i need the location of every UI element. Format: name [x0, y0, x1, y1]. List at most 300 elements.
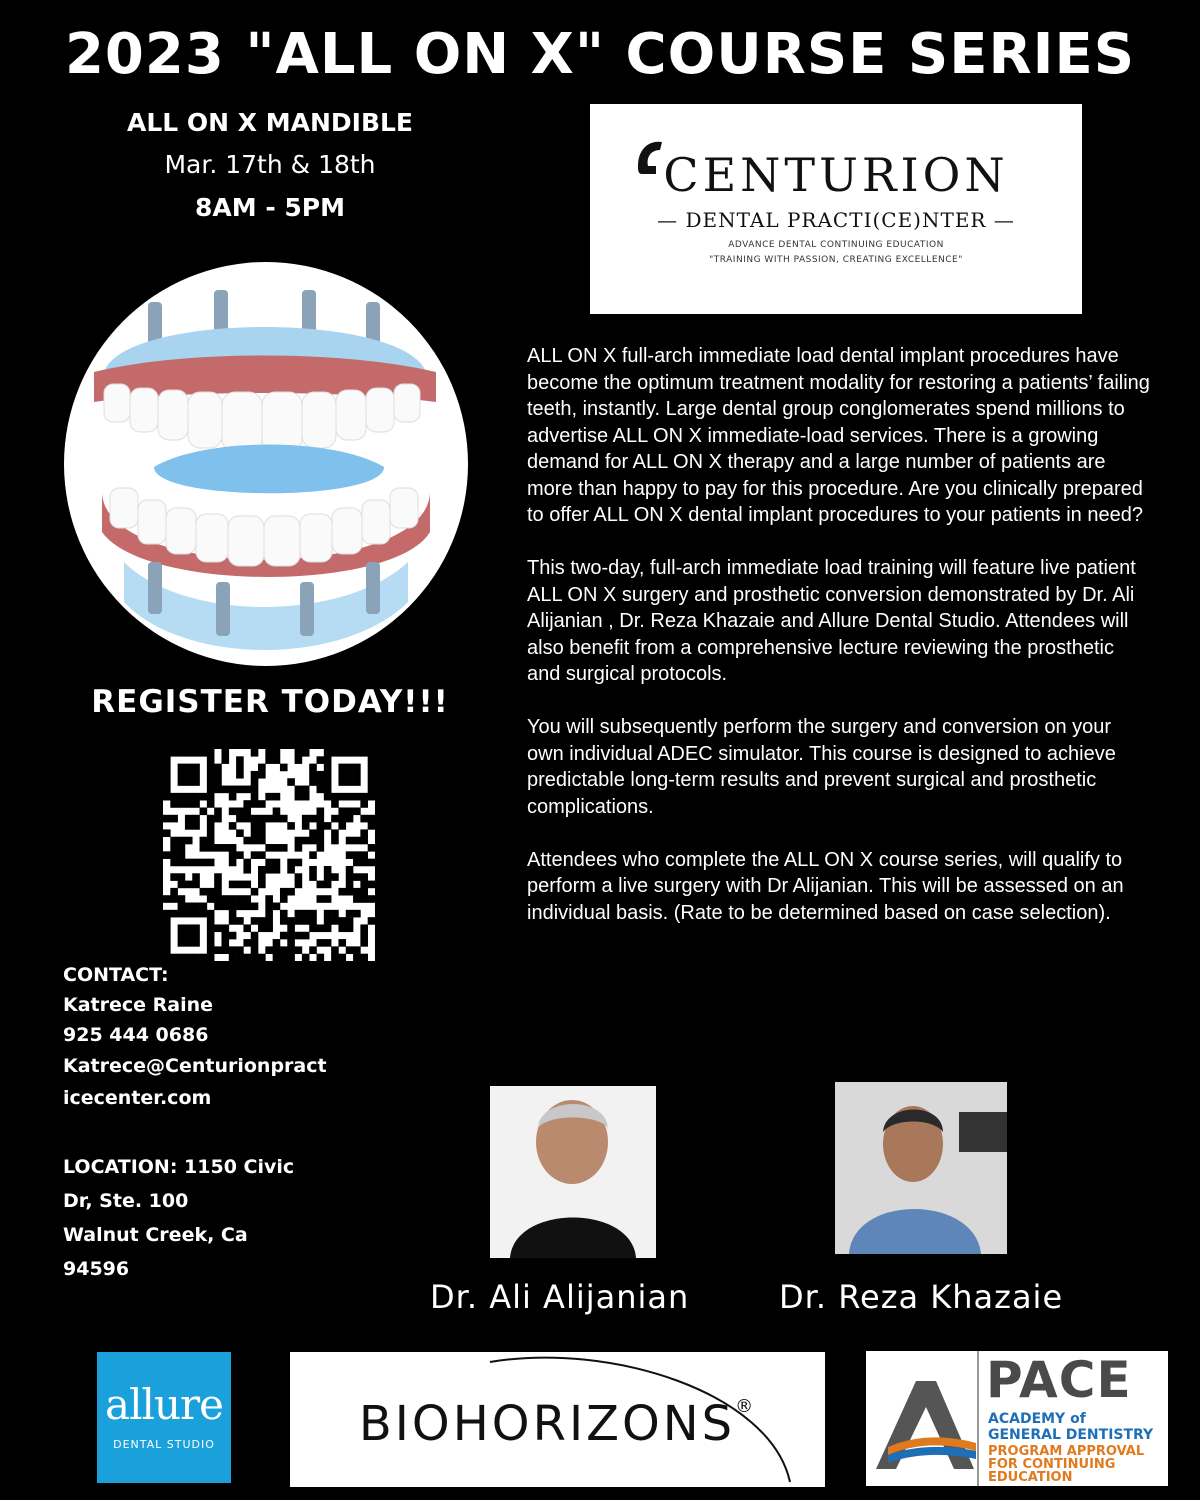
qr-module	[368, 859, 375, 867]
qr-module	[192, 903, 200, 911]
qr-module	[207, 793, 215, 801]
qr-module	[163, 793, 171, 801]
qr-module	[368, 917, 375, 925]
qr-module	[346, 815, 354, 823]
qr-module	[309, 778, 317, 786]
qr-module	[338, 917, 346, 925]
qr-module	[280, 815, 288, 823]
registration-qr-code[interactable]	[163, 749, 375, 961]
biohorizons-wordmark	[290, 1396, 825, 1452]
qr-module	[185, 800, 193, 808]
qr-module	[353, 837, 361, 845]
qr-module	[200, 888, 208, 896]
qr-module	[236, 881, 244, 889]
qr-module	[280, 888, 288, 896]
qr-module	[287, 917, 295, 925]
qr-module	[258, 815, 266, 823]
qr-module	[251, 954, 259, 961]
qr-module	[317, 815, 325, 823]
qr-module	[243, 815, 251, 823]
qr-module	[214, 895, 222, 903]
qr-module	[192, 800, 200, 808]
qr-module	[207, 764, 215, 772]
qr-module	[287, 888, 295, 896]
qr-module	[163, 917, 171, 925]
qr-module	[309, 815, 317, 823]
qr-module	[192, 881, 200, 889]
qr-module	[338, 793, 346, 801]
qr-module	[236, 807, 244, 815]
qr-module	[214, 903, 222, 911]
description-paragraph: ALL ON X full-arch immediate load dental implant procedures have become the optimum treatment modality for restoring a patients’ failing teeth, instantly. Large dental group conglomerates spend millions to advertise ALL ON X immediate-load services. There is a growing demand for ALL ON X therapy and a large number of patients are more than happy to pay for this procedure. Are you clinically prepared to offer ALL ON X dental implant procedures to your patients in need?	[527, 345, 1150, 526]
qr-module	[265, 859, 273, 867]
qr-module	[368, 822, 375, 830]
qr-module	[353, 807, 361, 815]
qr-module	[265, 844, 273, 852]
qr-module	[368, 764, 375, 772]
pace-title: PACE	[986, 1351, 1132, 1409]
qr-module	[331, 873, 339, 881]
qr-module	[324, 910, 332, 918]
qr-module	[200, 954, 208, 961]
qr-module	[258, 873, 266, 881]
qr-module	[324, 873, 332, 881]
qr-module	[251, 903, 259, 911]
qr-module	[221, 895, 229, 903]
qr-module	[273, 903, 281, 911]
qr-module	[324, 778, 332, 786]
qr-module	[346, 807, 354, 815]
qr-module	[295, 881, 303, 889]
qr-module	[295, 873, 303, 881]
qr-module	[302, 837, 310, 845]
qr-module	[302, 910, 310, 918]
qr-module	[265, 815, 273, 823]
qr-module	[346, 873, 354, 881]
qr-module	[331, 917, 339, 925]
qr-module	[280, 917, 288, 925]
qr-module	[338, 807, 346, 815]
qr-module	[368, 749, 375, 757]
qr-module	[273, 807, 281, 815]
qr-module	[251, 946, 259, 954]
qr-module	[251, 932, 259, 940]
qr-module	[243, 903, 251, 911]
qr-module	[229, 903, 237, 911]
qr-module	[207, 946, 215, 954]
pace-logo	[866, 1351, 1168, 1486]
qr-module	[265, 903, 273, 911]
allure-logo	[97, 1352, 231, 1483]
qr-module	[221, 756, 229, 764]
qr-module	[163, 749, 171, 757]
description-paragraph: You will subsequently perform the surgery and conversion on your own individual ADEC simulator. This course is designed to achieve predictable long-term results and prevent surgical and prosthetic complications.	[527, 716, 1116, 818]
contact-name: Katrece Raine	[63, 994, 214, 1016]
qr-module	[331, 793, 339, 801]
qr-module	[338, 815, 346, 823]
qr-module	[360, 888, 368, 896]
qr-module	[317, 954, 325, 961]
qr-module	[353, 749, 361, 757]
qr-module	[251, 749, 259, 757]
qr-module	[192, 749, 200, 757]
qr-module	[317, 844, 325, 852]
qr-module	[229, 822, 237, 830]
qr-module	[192, 778, 200, 786]
doctor-name: Dr. Ali Alijanian	[430, 1278, 690, 1316]
qr-module	[295, 837, 303, 845]
pace-line: ACADEMY of	[988, 1411, 1086, 1427]
qr-module	[214, 771, 222, 779]
qr-module	[360, 954, 368, 961]
qr-module	[287, 924, 295, 932]
qr-module	[185, 764, 193, 772]
qr-module	[368, 895, 375, 903]
qr-module	[360, 859, 368, 867]
qr-module	[258, 924, 266, 932]
qr-module	[236, 771, 244, 779]
qr-module	[295, 917, 303, 925]
qr-module	[170, 954, 178, 961]
qr-module	[214, 815, 222, 823]
qr-module	[368, 756, 375, 764]
qr-module	[243, 786, 251, 794]
qr-module	[207, 829, 215, 837]
qr-module	[170, 844, 178, 852]
qr-module	[331, 800, 339, 808]
qr-module	[178, 881, 186, 889]
qr-module	[353, 859, 361, 867]
qr-module	[178, 837, 186, 845]
qr-module	[185, 903, 193, 911]
qr-module	[338, 771, 346, 779]
qr-module	[236, 786, 244, 794]
qr-module	[221, 903, 229, 911]
qr-module	[258, 829, 266, 837]
logo-motto: "TRAINING WITH PASSION, CREATING EXCELLENCE"	[709, 255, 963, 265]
location-line: LOCATION: 1150 Civic	[63, 1156, 295, 1178]
qr-module	[229, 793, 237, 801]
qr-module	[178, 903, 186, 911]
qr-module	[207, 895, 215, 903]
qr-module	[309, 873, 317, 881]
contact-heading: CONTACT:	[63, 964, 169, 986]
description-paragraph: This two-day, full-arch immediate load training will feature live patient ALL ON X surgery and prosthetic conversion demonstrated by Dr. Ali Alijanian , Dr. Reza Khazaie and Allure Dental Studio. Attendees will also benefit from a comprehensive lecture reviewing the prosthetic and surgical protocols.	[527, 557, 1136, 685]
qr-module	[236, 764, 244, 772]
qr-module	[163, 910, 171, 918]
qr-module	[192, 873, 200, 881]
qr-module	[251, 793, 259, 801]
qr-module	[178, 793, 186, 801]
qr-module	[251, 829, 259, 837]
qr-module	[236, 815, 244, 823]
qr-module	[317, 829, 325, 837]
qr-module	[200, 844, 208, 852]
qr-module	[221, 946, 229, 954]
qr-module	[360, 800, 368, 808]
qr-module	[324, 866, 332, 874]
qr-module	[353, 764, 361, 772]
qr-module	[207, 756, 215, 764]
qr-module	[170, 815, 178, 823]
register-heading: REGISTER TODAY!!!	[91, 684, 449, 720]
qr-module	[207, 815, 215, 823]
qr-module	[324, 786, 332, 794]
qr-module	[273, 954, 281, 961]
qr-module	[324, 917, 332, 925]
qr-module	[338, 822, 346, 830]
qr-module	[331, 749, 339, 757]
qr-module	[287, 859, 295, 867]
qr-module	[346, 771, 354, 779]
qr-module	[338, 778, 346, 786]
qr-module	[163, 829, 171, 837]
centurion-logo	[590, 104, 1082, 314]
qr-module	[302, 954, 310, 961]
qr-module	[185, 749, 193, 757]
qr-module	[163, 924, 171, 932]
agd-a-icon	[866, 1351, 986, 1486]
qr-module	[265, 917, 273, 925]
qr-module	[360, 932, 368, 940]
qr-module	[221, 749, 229, 757]
qr-module	[178, 859, 186, 867]
qr-module	[346, 888, 354, 896]
qr-module	[338, 954, 346, 961]
pace-line: EDUCATION	[988, 1470, 1073, 1485]
qr-module	[309, 917, 317, 925]
qr-module	[236, 895, 244, 903]
qr-module	[178, 932, 186, 940]
qr-module	[317, 895, 325, 903]
qr-module	[368, 771, 375, 779]
qr-module	[207, 778, 215, 786]
qr-module	[302, 786, 310, 794]
qr-module	[360, 924, 368, 932]
qr-module	[258, 954, 266, 961]
qr-module	[331, 837, 339, 845]
qr-module	[338, 939, 346, 947]
allure-subtitle: DENTAL STUDIO	[113, 1438, 215, 1451]
qr-module	[170, 793, 178, 801]
qr-module	[185, 771, 193, 779]
qr-module	[251, 822, 259, 830]
qr-module	[346, 917, 354, 925]
qr-module	[251, 778, 259, 786]
qr-module	[251, 888, 259, 896]
qr-module	[185, 793, 193, 801]
qr-module	[346, 749, 354, 757]
qr-module	[243, 866, 251, 874]
qr-module	[258, 866, 266, 874]
qr-module	[331, 815, 339, 823]
qr-module	[317, 837, 325, 845]
qr-module	[353, 793, 361, 801]
qr-module	[302, 793, 310, 801]
biohorizons-name: BIOHORIZONS	[358, 1396, 736, 1452]
qr-module	[287, 822, 295, 830]
qr-module	[178, 939, 186, 947]
qr-module	[163, 851, 171, 859]
qr-module	[338, 749, 346, 757]
implant-illustration	[64, 262, 468, 666]
qr-module	[185, 954, 193, 961]
qr-module	[207, 939, 215, 947]
qr-module	[192, 793, 200, 801]
qr-module	[258, 764, 266, 772]
qr-module	[163, 895, 171, 903]
qr-module	[185, 910, 193, 918]
contact-phone[interactable]: 925 444 0686	[63, 1024, 209, 1046]
qr-module	[309, 866, 317, 874]
qr-module	[170, 873, 178, 881]
qr-module	[251, 939, 259, 947]
qr-module	[317, 756, 325, 764]
qr-module	[170, 910, 178, 918]
qr-module	[295, 756, 303, 764]
qr-module	[324, 939, 332, 947]
qr-module	[214, 881, 222, 889]
qr-module	[229, 859, 237, 867]
qr-module	[295, 932, 303, 940]
qr-module	[346, 910, 354, 918]
qr-module	[163, 771, 171, 779]
qr-module	[170, 800, 178, 808]
qr-module	[353, 910, 361, 918]
qr-module	[200, 837, 208, 845]
qr-module	[360, 829, 368, 837]
qr-module	[214, 764, 222, 772]
qr-module	[192, 859, 200, 867]
qr-module	[331, 946, 339, 954]
qr-module	[214, 873, 222, 881]
qr-module	[163, 764, 171, 772]
qr-module	[273, 946, 281, 954]
qr-module	[346, 778, 354, 786]
qr-module	[360, 851, 368, 859]
contact-email[interactable]: Katrece@Centurionpract	[63, 1055, 327, 1077]
qr-module	[207, 822, 215, 830]
qr-module	[229, 786, 237, 794]
qr-module	[317, 786, 325, 794]
qr-module	[207, 844, 215, 852]
qr-module	[280, 932, 288, 940]
qr-module	[243, 837, 251, 845]
qr-module	[295, 749, 303, 757]
qr-module	[207, 932, 215, 940]
qr-module	[324, 756, 332, 764]
qr-module	[163, 815, 171, 823]
qr-module	[331, 954, 339, 961]
qr-module	[302, 749, 310, 757]
qr-module	[265, 793, 273, 801]
qr-module	[221, 786, 229, 794]
pace-line: FOR CONTINUING	[988, 1457, 1116, 1472]
qr-module	[229, 946, 237, 954]
doctor-photo-alijanian	[490, 1086, 656, 1258]
qr-module	[251, 771, 259, 779]
qr-module	[229, 844, 237, 852]
qr-module	[273, 866, 281, 874]
qr-module	[207, 786, 215, 794]
qr-module	[265, 946, 273, 954]
qr-module	[178, 844, 186, 852]
qr-module	[192, 924, 200, 932]
qr-module	[317, 881, 325, 889]
qr-module	[273, 815, 281, 823]
qr-module	[221, 844, 229, 852]
qr-module	[163, 946, 171, 954]
qr-module	[324, 771, 332, 779]
course-name: ALL ON X MANDIBLE	[126, 108, 414, 137]
qr-module	[287, 778, 295, 786]
qr-module	[243, 954, 251, 961]
qr-module	[309, 771, 317, 779]
qr-module	[178, 749, 186, 757]
qr-module	[295, 859, 303, 867]
qr-module	[170, 851, 178, 859]
qr-module	[200, 903, 208, 911]
qr-module	[251, 815, 259, 823]
qr-module	[346, 764, 354, 772]
qr-module	[214, 888, 222, 896]
qr-module	[200, 859, 208, 867]
contact-email-continued[interactable]: icecenter.com	[63, 1087, 212, 1109]
qr-module	[353, 873, 361, 881]
qr-module	[229, 851, 237, 859]
qr-module	[324, 895, 332, 903]
qr-module	[280, 954, 288, 961]
qr-module	[163, 786, 171, 794]
qr-module	[324, 749, 332, 757]
qr-module	[338, 764, 346, 772]
qr-module	[229, 954, 237, 961]
qr-module	[346, 881, 354, 889]
qr-module	[243, 881, 251, 889]
qr-module	[360, 939, 368, 947]
qr-module	[280, 895, 288, 903]
course-time: 8AM - 5PM	[195, 193, 345, 222]
qr-module	[353, 771, 361, 779]
qr-module	[265, 924, 273, 932]
qr-module	[170, 859, 178, 867]
qr-module	[214, 844, 222, 852]
qr-module	[185, 778, 193, 786]
qr-module	[317, 939, 325, 947]
qr-module	[214, 946, 222, 954]
description-paragraph: Attendees who complete the ALL ON X course series, will qualify to perform a live surgery with Dr Alijanian. This will be assessed on an individual basis. (Rate to be determined based on case selection).	[527, 848, 1124, 924]
qr-module	[243, 895, 251, 903]
qr-module	[353, 954, 361, 961]
qr-module	[243, 807, 251, 815]
qr-module	[178, 910, 186, 918]
qr-module	[324, 793, 332, 801]
qr-module	[258, 851, 266, 859]
qr-module	[353, 851, 361, 859]
qr-module	[185, 924, 193, 932]
qr-module	[243, 939, 251, 947]
qr-module	[221, 939, 229, 947]
qr-module	[280, 844, 288, 852]
qr-module	[317, 807, 325, 815]
qr-module	[236, 756, 244, 764]
doctor-name: Dr. Reza Khazaie	[779, 1278, 1064, 1316]
qr-module	[178, 851, 186, 859]
qr-module	[302, 932, 310, 940]
qr-module	[170, 837, 178, 845]
qr-module	[229, 895, 237, 903]
qr-module	[324, 764, 332, 772]
